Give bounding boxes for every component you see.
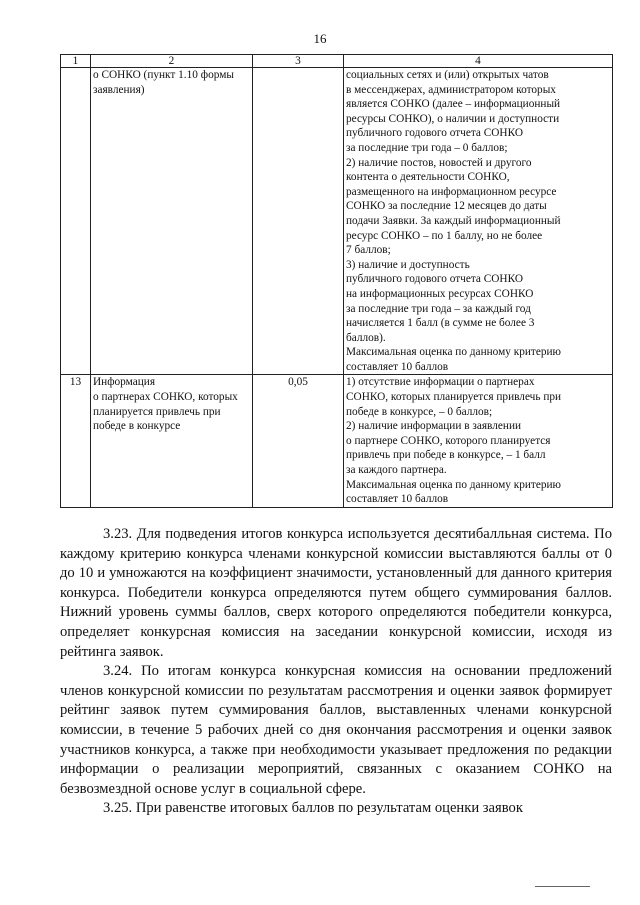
criteria-table [60,54,613,508]
scoring-cell [344,68,613,375]
scoring-line: за последние три года – за каждый год [346,302,531,315]
criterion-line: планируется привлечь при [93,405,221,418]
scoring-line: является СОНКО (далее – информационный [346,98,561,111]
scoring-line: о партнере СОНКО, которого планируется [346,434,551,447]
criterion-line: о партнерах СОНКО, которых [93,391,238,404]
scoring-line: победе в конкурсе, – 0 баллов; [346,405,493,418]
scoring-line: на информационных ресурсах СОНКО [346,287,534,300]
row-number [61,68,91,375]
column-header-3: 3 [253,55,344,68]
criterion-cell [91,375,253,507]
column-header-2: 2 [91,55,253,68]
scoring-line: СОНКО за последние 12 месяцев до даты [346,200,547,213]
scoring-line: ресурсы СОНКО), о наличии и доступности [346,112,560,125]
scoring-line: 3) наличие и доступность [346,258,470,271]
scoring-line: социальных сетях и (или) открытых чатов [346,69,549,81]
criterion-line: заявления) [93,83,145,96]
scoring-line: подачи Заявки. За каждый информационный [346,214,561,227]
scoring-line: составляет 10 баллов [346,360,449,373]
weight-cell [253,68,344,375]
scoring-line: СОНКО, которых планируется привлечь при [346,391,562,404]
column-header-4: 4 [344,55,613,68]
scoring-line: в мессенджерах, администратором которых [346,83,556,96]
scoring-line: за каждого партнера. [346,464,447,477]
corner-rule [535,886,590,887]
scoring-line: 7 баллов; [346,244,391,257]
criterion-line: Информация [93,376,156,389]
weight-cell: 0,05 [253,375,344,507]
scoring-line: контента о деятельности СОНКО, [346,171,510,184]
scoring-line: начисляется 1 балл (в сумме не более 3 [346,317,535,330]
scoring-line: Максимальная оценка по данному критерию [346,478,561,491]
scoring-line: 2) наличие информации в заявлении [346,420,522,433]
row-number: 13 [61,375,91,507]
paragraph-3-25: 3.25. При равенстве итоговых баллов по результатам оценки заявок [103,800,523,817]
column-header-1: 1 [61,55,91,68]
scoring-line: составляет 10 баллов [346,493,449,506]
scoring-line: размещенного на информационном ресурсе [346,185,557,198]
scoring-cell [344,375,613,507]
scoring-line: публичного годового отчета СОНКО [346,273,524,286]
scoring-line: ресурс СОНКО – по 1 баллу, но не более [346,229,543,242]
page-number: 16 [313,31,327,46]
body-text [60,525,612,819]
scoring-line: за последние три года – 0 баллов; [346,141,508,154]
scoring-line: привлечь при победе в конкурсе, – 1 балл [346,449,546,462]
paragraph-3-24: 3.24. По итогам конкурса конкурсная комиссия на основании предложений членов конкурсной комиссии по результатам рассмотрения и оценки заявок формирует рейтинг заявок путем суммирования баллов, выставленных членами конкурсной комиссии, в течение 5 рабочих дней со дня окончания рассмотрения и оценки заявок участников конкурса, а также при необходимости указывает предложения по редакции информации о реализации мероприятий, связанных с оказанием СОНКО на безвозмездной основе услуг в социальной сфере. [60,663,612,797]
scoring-line: 1) отсутствие информации о партнерах [346,376,535,389]
criterion-line: о СОНКО (пункт 1.10 формы [93,69,234,81]
criterion-cell [91,68,253,375]
scoring-line: 2) наличие постов, новостей и другого [346,156,532,169]
scoring-line: Максимальная оценка по данному критерию [346,346,561,359]
paragraph-3-23: 3.23. Для подведения итогов конкурса используется десятибалльная система. По каждому критерию конкурса членами конкурсной комиссии выставляются баллы от 0 до 10 и умножаются на коэффициент значимости, установленный для данного критерия конкурса. Победители конкурса определяются путем общего суммирования баллов. Нижний уровень суммы баллов, сверх которого определяются победители конкурса, определяет конкурсная комиссия на заседании конкурсной комиссии, исходя из рейтинга заявок. [60,526,612,660]
scoring-line: баллов). [346,331,386,344]
table-header-row [61,55,613,68]
table-row [61,68,613,375]
scoring-line: публичного годового отчета СОНКО [346,127,524,140]
criterion-line: победе в конкурсе [93,420,181,433]
table-row [61,375,613,507]
